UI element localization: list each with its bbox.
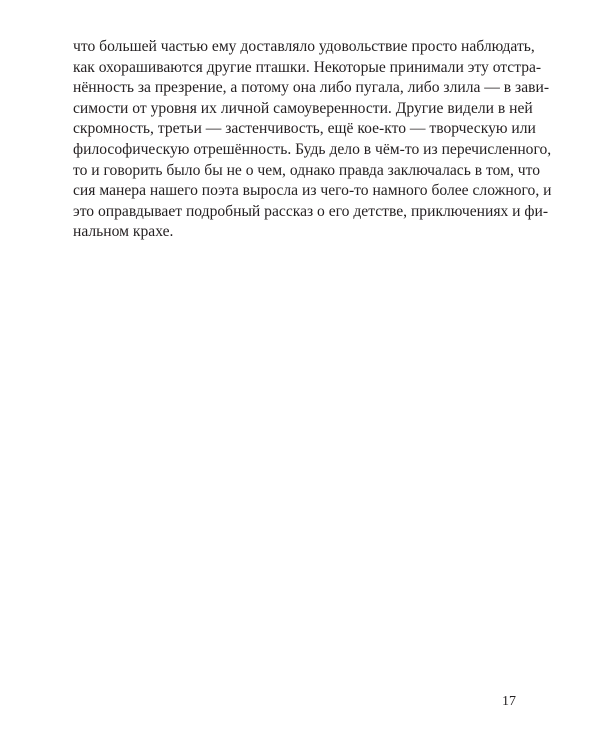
text-line: как охорашиваются другие пташки. Некоторые принимали эту отстра- <box>73 58 542 76</box>
page-number: 17 <box>502 694 516 709</box>
text-line: то и говорить было бы не о чем, однако правда заключалась в том, что <box>73 161 540 179</box>
text-line: нённость за презрение, а потому она либо пугала, либо злила — в зави- <box>73 79 550 97</box>
text-line: философическую отрешённость. Будь дело в чём-то из перечисленного, <box>73 140 552 158</box>
body-paragraph <box>73 37 552 243</box>
text-line: сия манера нашего поэта выросла из чего-то намного более сложного, и <box>73 182 552 200</box>
text-line: нальном крахе. <box>73 223 174 241</box>
text-line: это оправдывает подробный рассказ о его детстве, приключениях и фи- <box>73 202 549 220</box>
text-line: скромность, третьи — застенчивость, ещё кое-кто — творческую или <box>73 120 536 138</box>
text-line: симости от уровня их личной самоуверенности. Другие видели в ней <box>73 99 533 117</box>
text-line: что большей частью ему доставляло удовольствие просто наблюдать, <box>73 38 535 55</box>
